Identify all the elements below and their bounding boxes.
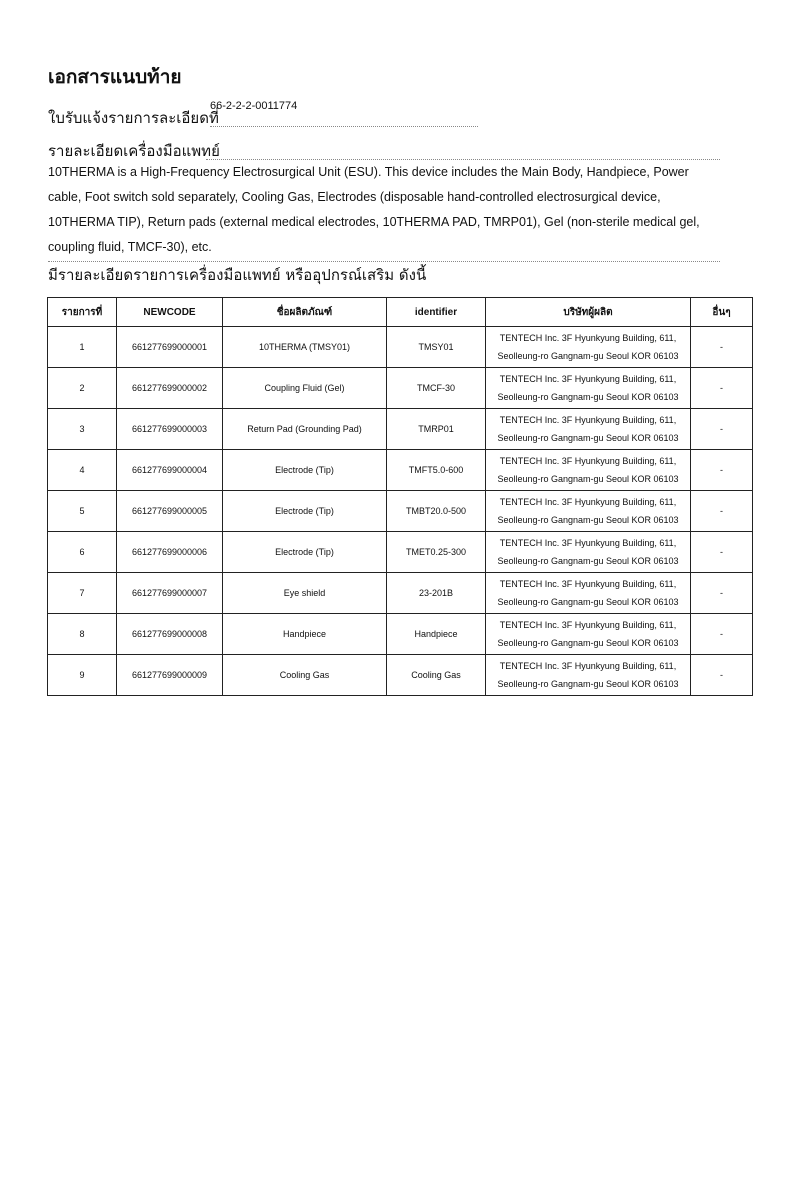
- table-header-row: [48, 298, 753, 327]
- cell-no: 5: [48, 491, 117, 532]
- cell-other: -: [691, 450, 753, 491]
- table-row: [48, 614, 753, 655]
- cell-product: Handpiece: [223, 614, 387, 655]
- cell-other: -: [691, 327, 753, 368]
- cell-newcode: 661277699000008: [117, 614, 223, 655]
- maker-line-2: Seolleung-ro Gangnam-gu Seoul KOR 06103: [497, 556, 679, 566]
- cell-product: Cooling Gas: [223, 655, 387, 696]
- device-detail-row: [48, 136, 720, 162]
- cell-other: -: [691, 573, 753, 614]
- cell-newcode: 661277699000007: [117, 573, 223, 614]
- page-title: เอกสารแนบท้าย: [48, 66, 182, 88]
- maker-line-2: Seolleung-ro Gangnam-gu Seoul KOR 06103: [497, 392, 679, 402]
- maker-line-1: TENTECH Inc. 3F Hyunkyung Building, 611,: [499, 333, 677, 343]
- cell-newcode: 661277699000009: [117, 655, 223, 696]
- cell-newcode: 661277699000006: [117, 532, 223, 573]
- table-row: [48, 532, 753, 573]
- table-row: [48, 327, 753, 368]
- table-row: [48, 368, 753, 409]
- cell-identifier: Handpiece: [387, 614, 486, 655]
- cell-maker: [486, 491, 691, 532]
- cell-newcode: 661277699000004: [117, 450, 223, 491]
- maker-line-1: TENTECH Inc. 3F Hyunkyung Building, 611,: [499, 538, 677, 548]
- table-row: [48, 409, 753, 450]
- maker-line-1: TENTECH Inc. 3F Hyunkyung Building, 611,: [499, 374, 677, 384]
- maker-line-2: Seolleung-ro Gangnam-gu Seoul KOR 06103: [497, 474, 679, 484]
- cell-newcode: 661277699000005: [117, 491, 223, 532]
- header-no: รายการที่: [48, 298, 117, 327]
- maker-line-1: TENTECH Inc. 3F Hyunkyung Building, 611,: [499, 456, 677, 466]
- cell-maker: [486, 450, 691, 491]
- cell-identifier: Cooling Gas: [387, 655, 486, 696]
- cell-maker: [486, 614, 691, 655]
- cell-identifier: TMFT5.0-600: [387, 450, 486, 491]
- cell-product: Electrode (Tip): [223, 491, 387, 532]
- cell-product: Electrode (Tip): [223, 450, 387, 491]
- cell-identifier: TMSY01: [387, 327, 486, 368]
- cell-no: 6: [48, 532, 117, 573]
- cell-maker: [486, 327, 691, 368]
- cell-identifier: TMBT20.0-500: [387, 491, 486, 532]
- maker-line-2: Seolleung-ro Gangnam-gu Seoul KOR 06103: [497, 351, 679, 361]
- maker-line-1: TENTECH Inc. 3F Hyunkyung Building, 611,: [499, 497, 677, 507]
- maker-line-1: TENTECH Inc. 3F Hyunkyung Building, 611,: [499, 661, 677, 671]
- cell-identifier: 23-201B: [387, 573, 486, 614]
- cell-newcode: 661277699000003: [117, 409, 223, 450]
- device-description: 10THERMA is a High-Frequency Electrosurgical Unit (ESU). This device includes the Main Body, Handpiece, Power cable, Foot switch sold separately, Cooling Gas, Electrodes (disposable hand-controlled electrosurgical device, 10THERMA TIP), Return pads (external medical electrodes, 10THERMA PAD, TMRP01), Gel (non-sterile medical gel, coupling fluid, TMCF-30), etc.: [48, 160, 720, 262]
- cell-product: 10THERMA (TMSY01): [223, 327, 387, 368]
- device-detail-label: รายละเอียดเครื่องมือแพทย์: [48, 142, 220, 160]
- reference-label: ใบรับแจ้งรายการละเอียดที่: [48, 109, 219, 127]
- reference-row: [48, 100, 488, 130]
- cell-product: Coupling Fluid (Gel): [223, 368, 387, 409]
- header-product: ชื่อผลิตภัณฑ์: [223, 298, 387, 327]
- cell-identifier: TMRP01: [387, 409, 486, 450]
- cell-product: Eye shield: [223, 573, 387, 614]
- header-newcode: NEWCODE: [117, 298, 223, 327]
- list-heading: มีรายละเอียดรายการเครื่องมือแพทย์ หรืออุปกรณ์เสริม ดังนี้: [48, 266, 427, 284]
- maker-line-1: TENTECH Inc. 3F Hyunkyung Building, 611,: [499, 415, 677, 425]
- cell-product: Return Pad (Grounding Pad): [223, 409, 387, 450]
- maker-line-2: Seolleung-ro Gangnam-gu Seoul KOR 06103: [497, 597, 679, 607]
- maker-line-2: Seolleung-ro Gangnam-gu Seoul KOR 06103: [497, 515, 679, 525]
- maker-line-2: Seolleung-ro Gangnam-gu Seoul KOR 06103: [497, 638, 679, 648]
- cell-no: 9: [48, 655, 117, 696]
- cell-maker: [486, 532, 691, 573]
- cell-other: -: [691, 368, 753, 409]
- cell-no: 2: [48, 368, 117, 409]
- table-row: [48, 491, 753, 532]
- cell-no: 8: [48, 614, 117, 655]
- maker-line-1: TENTECH Inc. 3F Hyunkyung Building, 611,: [499, 620, 677, 630]
- cell-identifier: TMET0.25-300: [387, 532, 486, 573]
- cell-other: -: [691, 614, 753, 655]
- cell-maker: [486, 655, 691, 696]
- cell-other: -: [691, 409, 753, 450]
- maker-line-1: TENTECH Inc. 3F Hyunkyung Building, 611,: [499, 579, 677, 589]
- table-row: [48, 573, 753, 614]
- cell-other: -: [691, 491, 753, 532]
- cell-maker: [486, 409, 691, 450]
- maker-line-2: Seolleung-ro Gangnam-gu Seoul KOR 06103: [497, 679, 679, 689]
- cell-maker: [486, 368, 691, 409]
- cell-other: -: [691, 655, 753, 696]
- cell-no: 1: [48, 327, 117, 368]
- cell-maker: [486, 573, 691, 614]
- header-maker: บริษัทผู้ผลิต: [486, 298, 691, 327]
- maker-line-2: Seolleung-ro Gangnam-gu Seoul KOR 06103: [497, 433, 679, 443]
- reference-number: 66-2-2-2-0011774: [210, 100, 478, 127]
- cell-newcode: 661277699000001: [117, 327, 223, 368]
- cell-identifier: TMCF-30: [387, 368, 486, 409]
- cell-product: Electrode (Tip): [223, 532, 387, 573]
- cell-other: -: [691, 532, 753, 573]
- cell-newcode: 661277699000002: [117, 368, 223, 409]
- table-row: [48, 450, 753, 491]
- device-table: [47, 297, 753, 696]
- table-row: [48, 655, 753, 696]
- cell-no: 4: [48, 450, 117, 491]
- cell-no: 3: [48, 409, 117, 450]
- header-other: อื่นๆ: [691, 298, 753, 327]
- header-identifier: identifier: [387, 298, 486, 327]
- cell-no: 7: [48, 573, 117, 614]
